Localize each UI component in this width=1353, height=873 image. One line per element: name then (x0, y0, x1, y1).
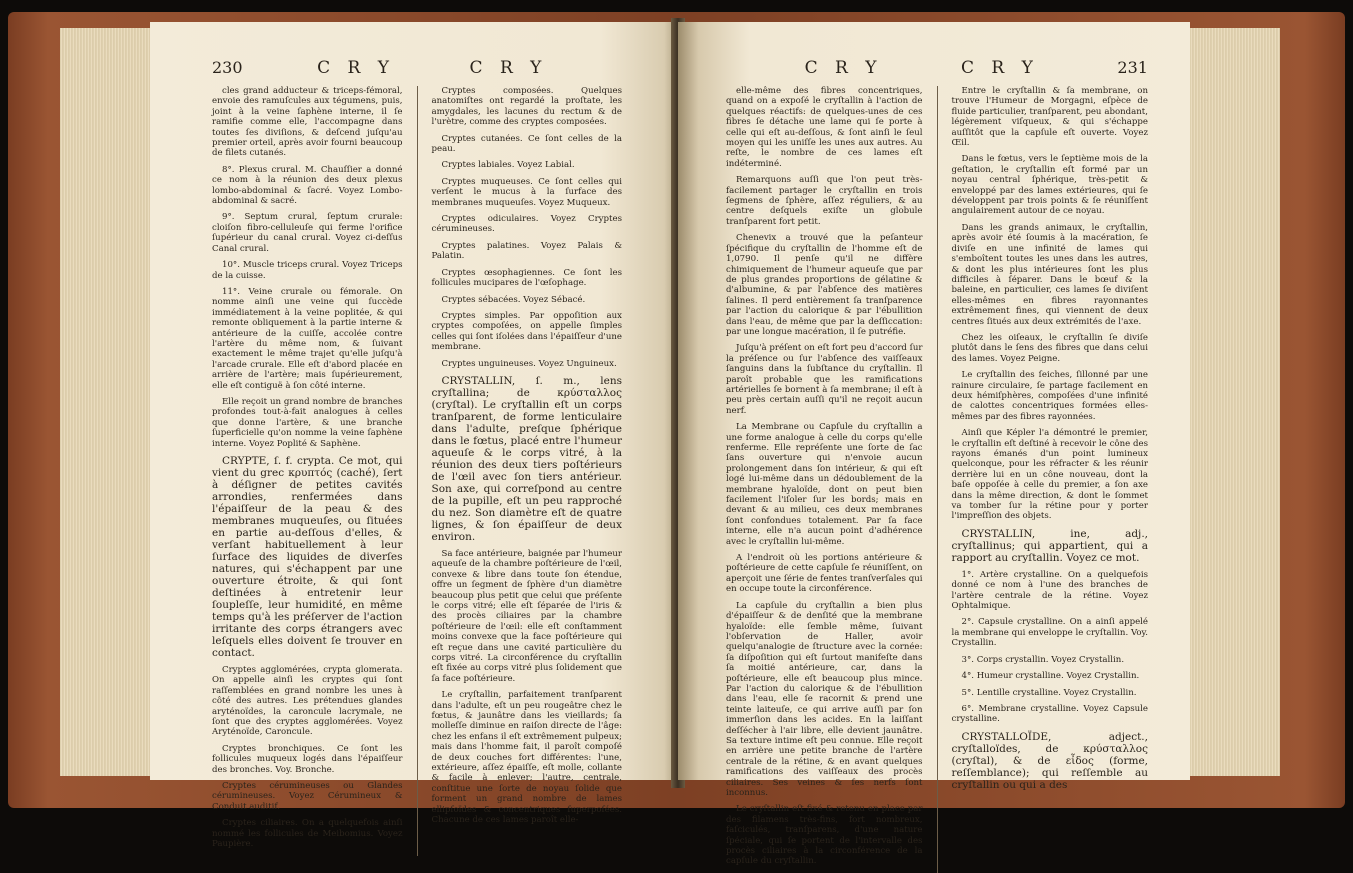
running-head-right (726, 58, 1148, 78)
paragraph: CRYPTE, ſ. f. crypta. Ce mot, qui vient du grec κρυπτός (caché), ſert à déſigner de petites cavités arrondies, renfermées dans l'épaiſſeur de la peau & des membranes muqueuſes, ou ſituées en partie au-deſſous d'elles, & verſant habituellement à leur ſurface des liquides de diverſes natures, qui s'échappent par une ouverture étroite, & qui ſont deſtinées à entretenir leur ſoupleſſe, leur humidité, en même temps qu'à les préſerver de l'action irritante des corps étrangers avec leſquels elles doivent ſe trouver en contact. (212, 455, 403, 659)
right-column-2 (952, 86, 1149, 873)
paragraph: Le cryſtallin eſt fixé & retenu en place par des filamens très-fins, fort nombreux, faſciculés, tranſparens, d'une nature ſpéciale, qui ſe portent de l'intervalle des procès ciliaires à la circonférence de la capſule du cryſtallin. (726, 804, 923, 867)
paragraph: A l'endroit où les portions antérieure & poſtérieure de cette capſule ſe réuniſſent, on aperçoit une ſérie de fentes tranſverſales qui en occupe toute la circonférence. (726, 553, 923, 595)
right-page-edges (1190, 28, 1280, 776)
left-page-edges (60, 28, 150, 776)
paragraph: Cryptes agglomérées, crypta glomerata. On appelle ainſi les cryptes qui ſont raſſemblées en grand nombre les unes à côté des autres. Les prétendues glandes aryténoïdes, la caroncule lacrymale, ne ſont que des cryptes agglomérées. Voyez Aryténoïde, Caroncule. (212, 665, 403, 738)
page-number: 230 (212, 58, 243, 77)
paragraph: 6°. Membrane crystalline. Voyez Capsule crystalline. (951, 703, 1148, 725)
paragraph: Cryptes muqueuses. Ce ſont celles qui verſent le mucus à la ſurface des membranes muqueuſes. Voyez Muqueux. (431, 176, 622, 208)
paragraph: Chenevix a trouvé que la peſanteur ſpécifique du cryſtallin de l'homme eſt de 1,0790. Il penſe qu'il ne diffère chimiquement de l'humeur aqueuſe que par de plus grandes proportions de gélatine & d'albumine, & par l'abſence des matières ſalines. Il perd entièrement ſa tranſparence par l'action du calorique & par l'ébullition dans l'eau, de même que par la deſſiccation: par une longue macération, il ſe putréfie. (726, 233, 923, 337)
paragraph: Cryptes bronchiques. Ce ſont les follicules muqueux logés dans l'épaiſſeur des bronches. Voy. Bronche. (212, 743, 403, 775)
paragraph: La Membrane ou Capſule du cryſtallin a une forme analogue à celle du corps qu'elle renferme. Elle repréſente une ſorte de ſac ſans ouverture qui n'envoie aucun prolongement dans ſon intérieur, & qui eſt logé lui-même dans un dédoublement de la membrane hyaloïde, dont on peut bien facilement l'iſoler ſur les bords; mais en devant & au milieu, ces deux membranes ſont confondues totalement. Par ſa face interne, elle n'a aucun point d'adhérence avec le cryſtallin lui-même. (726, 422, 923, 547)
paragraph: cles grand adducteur & triceps-fémoral, envoie des ramuſcules aux tégumens, puis, joint à la veine ſaphène interne, il ſe ramifie comme elle, l'accompagne dans toutes ſes diviſions, & deſcend juſqu'au premier orteil, après avoir fourni beaucoup de filets cutanés. (212, 86, 403, 159)
paragraph: Cryptes unguineuses. Voyez Unguineux. (441, 358, 617, 369)
paragraph: Elle reçoit un grand nombre de branches profondes tout-à-fait analogues à celles que donne l'artère, & une branche ſuperficielle qu'on nomme la veine ſaphène interne. Voyez Poplité & Saphène. (212, 396, 403, 449)
paragraph: Dans le fœtus, vers le ſeptième mois de la geſtation, le cryſtallin eſt formé par un noyau central ſphérique, très-petit & enveloppé par des lames extérieures, qui ſe développent par trois points & ſe réuniſſent angulairement autour de ce noyau. (951, 154, 1148, 217)
paragraph: 4°. Humeur crystalline. Voyez Crystallin. (961, 671, 1140, 682)
paragraph: 9°. Septum crural, ſeptum crurale: cloiſon fibro-celluleuſe qui ferme l'orifice ſupérieur du canal crural. Voyez ci-deſſus Canal crural. (212, 212, 403, 254)
paragraph: Remarquons auſſi que l'on peut très-facilement partager le cryſtallin en trois ſegmens de ſphère, aſſez réguliers, & au centre deſquels exiſte un globule tranſparent fort petit. (726, 175, 923, 227)
headword: C R Y (961, 58, 1039, 78)
paragraph: Cryptes cérumineuses ou Glandes cérumineuses. Voyez Cérumineux & Conduit auditif. (212, 781, 403, 812)
paragraph: Cryptes composées. Quelques anatomiſtes ont regardé la proſtate, les amygdales, les lacunes du rectum & de l'urètre, comme des cryptes composées. (431, 86, 622, 128)
column-rule (417, 86, 418, 856)
paragraph: Chez les oiſeaux, le cryſtallin ſe diviſe plutôt dans le ſens des fibres que dans celui des lames. Voyez Peigne. (951, 332, 1148, 364)
paragraph: Cryptes œsophagiennes. Ce ſont les follicules mucipares de l'œſophage. (431, 267, 622, 289)
right-page (678, 22, 1190, 867)
paragraph: 3°. Corps crystallin. Voyez Crystallin. (961, 654, 1125, 665)
paragraph: Le cryſtallin, parfaitement tranſparent dans l'adulte, eſt un peu rougeâtre chez le fœtus, & jaunâtre dans les vieillards; ſa molleſſe diminue en raiſon directe de l'âge: chez les enfans il eſt extrêmement pulpeux; mais dans l'homme fait, il paroît compoſé de deux couches fort différentes: l'une, extérieure, aſſez épaiſſe, eſt molle, collante & facile à enlever; l'autre, centrale, conſtitue une ſorte de noyau ſolide que forment un grand nombre de lames ellipſoïdes & concentriques ſuperpoſées. Chacune de ces lames paroît elle- (431, 690, 622, 826)
paragraph: La capſule du cryſtallin a bien plus d'épaiſſeur & de denſité que la membrane hyaloïde: elle ſemble même, ſuivant l'obſervation de Haller, avoir quelqu'analogie de ſtructure avec la cornée: ſa diſpoſition qui eſt ſurtout manifeſte dans ſa moitié antérieure, car, dans la poſtérieure, elle eſt beaucoup plus mince. Par l'action du calorique & de l'ébullition dans l'eau, elle ſe racornit & prend une teinte laiteuſe, ce qui arrive auſſi par ſon immerſion dans les acides. En la laiſſant deſſécher à l'air libre, elle devient jaunâtre. Sa texture intime eſt peu connue. Elle reçoit en arrière une petite branche de l'artère centrale de la rétine, & en avant quelques ramifications des vaiſſeaux des procès ciliaires. Ses veines & ſes nerfs ſont inconnus. (726, 600, 923, 798)
paragraph: 11°. Veine crurale ou fémorale. On nomme ainſi une veine qui ſuccède immédiatement à la veine poplitée, & qui remonte obliquement à la partie interne & antérieure de la cuiſſe, accolée contre l'artère du même nom, & ſuivant exactement le même trajet qu'elle juſqu'à l'arcade crurale. Elle eſt d'abord placée en arrière de l'artère; mais ſupérieurement, elle eſt contiguë à ſon côté interne. (212, 286, 403, 391)
paragraph: 10°. Muscle triceps crural. Voyez Triceps de la cuisse. (212, 260, 403, 281)
paragraph: Entre le cryſtallin & ſa membrane, on trouve l'Humeur de Morgagni, eſpèce de fluide particulier, tranſparent, peu abondant, légèrement viſqueux, & qui s'échappe auſſitôt que la capſule eſt ouverte. Voyez Œil. (951, 86, 1148, 149)
headword: C R Y (469, 58, 548, 78)
paragraph: CRYSTALLOÏDE, adject., cryſtalloïdes, de κρύσταλλος (cryſtal), & de εἶδος (forme, reſſemblance); qui reſſemble au cryſtallin ou qui a des (951, 730, 1148, 791)
headword: C R Y (317, 58, 395, 78)
paragraph: Cryptes cutanées. Ce ſont celles de la peau. (431, 133, 622, 155)
paragraph: 5°. Lentille crystalline. Voyez Crystallin. (961, 687, 1137, 698)
page-number: 231 (1117, 58, 1148, 77)
headword: C R Y (804, 58, 883, 78)
paragraph: Sa face antérieure, baignée par l'humeur aqueuſe de la chambre poſtérieure de l'œil, convexe & libre dans toute ſon étendue, offre un ſegment de ſphère d'un diamètre beaucoup plus petit que celui que préſente le corps vitré; elle eſt ſéparée de l'iris & des procès ciliaires par la chambre poſtérieure de l'œil: elle eſt conſtamment moins convexe que la face poſtérieure qui eſt reçue dans une cavité particulière du corps vitré. La circonférence du cryſtallin eſt fixée au corps vitré plus ſolidement que ſa face poſtérieure. (431, 548, 622, 684)
paragraph: Ainſi que Képler l'a démontré le premier, le cryſtallin eſt deſtiné à recevoir le cône des rayons émanés d'un point lumineux quelconque, pour les réfracter & les réunir derrière lui en un cône nouveau, dont la baſe oppoſée à celle du premier, a ſon axe dans la même direction, & dont le ſommet va tomber ſur la rétine pour y porter l'impreſſion des objets. (951, 428, 1148, 522)
paragraph: Cryptes odiculaires. Voyez Cryptes cérumineuses. (431, 214, 622, 235)
paragraph: 2°. Capsule crystalline. On a ainſi appelé la membrane qui enveloppe le cryſtallin. Voy. Crystallin. (951, 617, 1148, 649)
paragraph: Cryptes ciliaires. On a quelquefois ainſi nommé les follicules de Meibomius. Voyez Paupière. (212, 818, 403, 850)
paragraph: Cryptes labiales. Voyez Labial. (441, 160, 575, 171)
column-rule (937, 86, 938, 873)
paragraph: Juſqu'à préſent on eſt fort peu d'accord ſur la préſence ou ſur l'abſence des vaiſſeaux ſanguins dans la ſubſtance du cryſtallin. Il paroît probable que les ramifications artérielles ſe bornent à ſa membrane; il eſt à peu près certain auſſi qu'il ne reçoit aucun nerf. (726, 343, 923, 416)
paragraph: Le cryſtallin des ſeiches, ſillonné par une rainure circulaire, ſe partage facilement en deux hémiſphères, compoſées d'une infinité de calottes concentriques formées elles-mêmes par des fibres rayonnées. (951, 370, 1148, 422)
paragraph: Dans les grands animaux, le cryſtallin, après avoir été ſoumis à la macération, ſe diviſe en une infinité de lames qui s'emboîtent toutes les unes dans les autres, & dont les plus intérieures ſont les plus difficiles à ſéparer. Dans le bœuf & la baleine, en particulier, ces lames ſe diviſent elles-mêmes en fibres rayonnantes extrêmement fines, qui viennent de deux centres ſitués aux deux extrémités de l'axe. (951, 222, 1148, 327)
running-head-left (212, 58, 622, 78)
paragraph: elle-même des fibres concentriques, quand on a expoſé le cryſtallin à l'action de quelques réactifs: de quelques-unes de ces fibres ſe détache une lame qui ſe porte à celle qui eſt au-deſſous, & ſont ainſi le ſeul moyen qui les uniſſe les unes aux autres. Au reſte, le nombre de ces lames eſt indéterminé. (726, 86, 923, 169)
right-column-1 (726, 86, 923, 873)
paragraph: 1°. Artère crystalline. On a quelquefois donné ce nom à l'une des branches de l'artère centrale de la rétine. Voyez Ophtalmique. (951, 569, 1148, 612)
left-page (150, 22, 680, 850)
paragraph: Cryptes palatines. Voyez Palais & Palatin. (431, 240, 622, 262)
paragraph: Cryptes simples. Par oppoſition aux cryptes compoſées, on appelle ſimples celles qui ſont iſolées dans l'épaiſſeur d'une membrane. (431, 310, 622, 353)
paragraph: CRYSTALLIN, ine, adj., cryſtallinus; qui appartient, qui a rapport au cryſtallin. Voyez ce mot. (951, 527, 1148, 564)
paragraph: CRYSTALLIN, ſ. m., lens cryſtallina; de κρύσταλλος (cryſtal). Le cryſtallin eſt un corps tranſparent, de forme lenticulaire dans l'adulte, preſque ſphérique dans le fœtus, placé entre l'humeur aqueuſe & le corps vitré, à la réunion des deux tiers poſtérieurs de l'œil avec ſon tiers antérieur. Son axe, qui correſpond au centre de la pupille, eſt un peu rapproché du nez. Son diamètre eſt de quatre lignes, & ſon épaiſſeur de deux environ. (431, 374, 622, 543)
paragraph: Cryptes sébacées. Voyez Sébacé. (441, 294, 586, 305)
left-column-1 (212, 86, 403, 856)
left-column-2 (432, 86, 623, 856)
paragraph: 8°. Plexus crural. M. Chauſſier a donné ce nom à la réunion des deux plexus lombo-abdominal & ſacré. Voyez Lombo-abdominal & sacré. (212, 164, 403, 207)
